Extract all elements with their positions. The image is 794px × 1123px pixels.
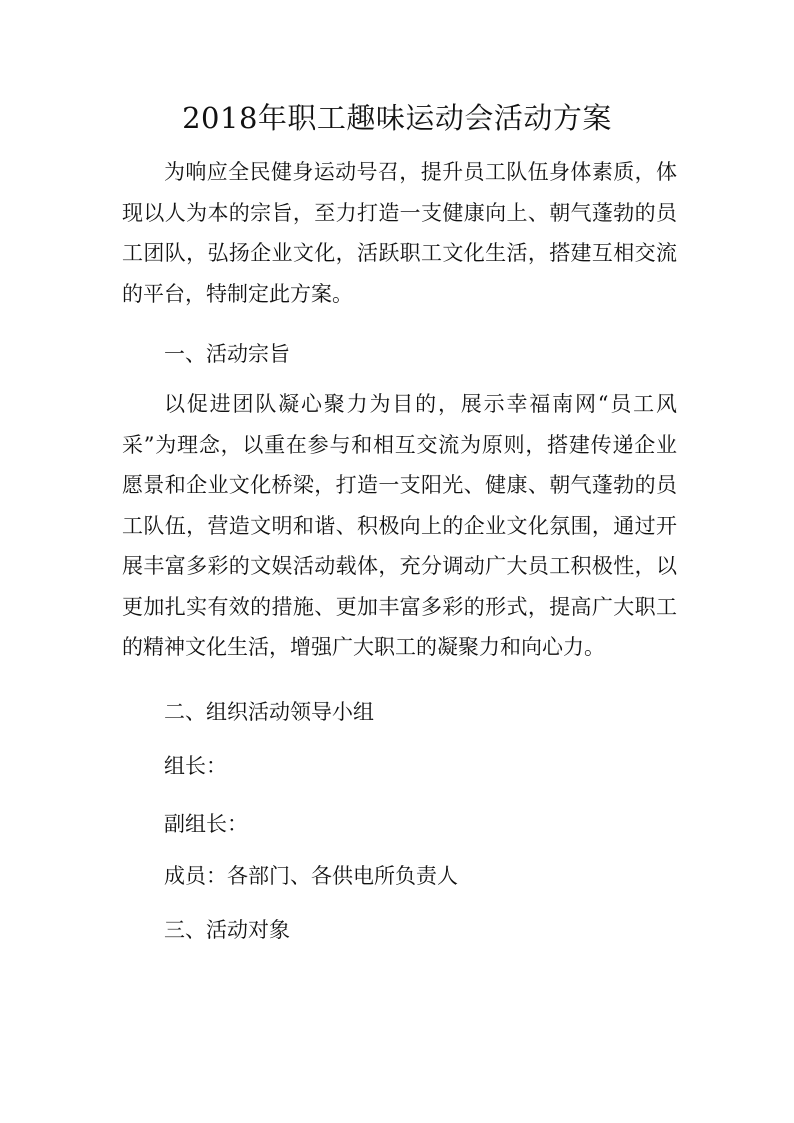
members-line: 成员：各部门、各供电所负责人 xyxy=(164,864,458,888)
leader-line: 组长： xyxy=(164,754,227,778)
section-heading-purpose: 一、活动宗旨 xyxy=(164,342,290,366)
deputy-leader-line: 副组长： xyxy=(164,812,248,836)
purpose-paragraph: 以促进团队凝心聚力为目的，展示幸福南网“员工风采”为理念，以重在参与和相互交流为原则，搭建传递企业愿景和企业文化桥梁，打造一支阳光、健康、朝气蓬勃的员工队伍，营造文明和谐、积极向上的企业文化氛围，通过开展丰富多彩的文娱活动载体，充分调动广大员工积极性，以更加扎实有效的措施、更加丰富多彩的形式，提高广大职工的精神文化生活，增强广大职工的凝聚力和向心力。 xyxy=(122,392,677,659)
document-title: 2018年职工趣味运动会活动方案 xyxy=(182,101,612,135)
section-heading-participants: 三、活动对象 xyxy=(164,918,290,942)
section-heading-leadership-group: 二、组织活动领导小组 xyxy=(164,700,374,724)
intro-paragraph: 为响应全民健身运动号召，提升员工队伍身体素质，体现以人为本的宗旨，至力打造一支健康向上、朝气蓬勃的员工团队，弘扬企业文化，活跃职工文化生活，搭建互相交流的平台，特制定此方案。 xyxy=(122,160,677,306)
